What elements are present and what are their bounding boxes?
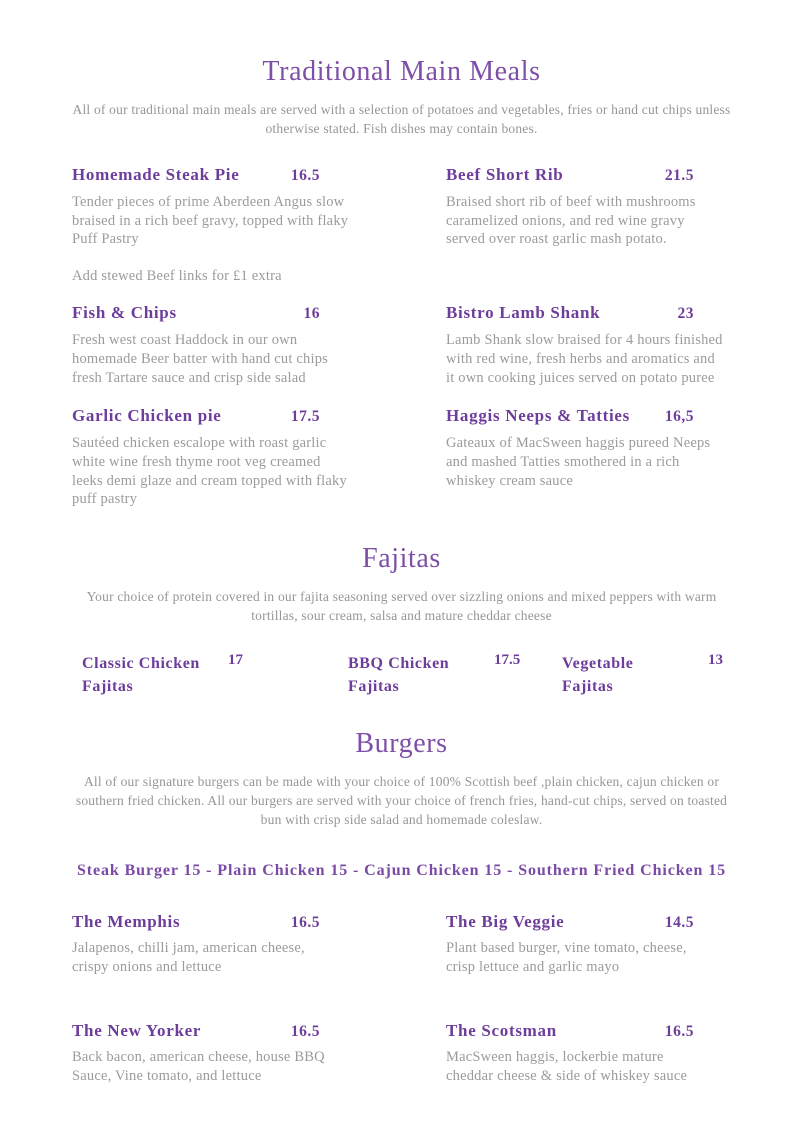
- item-price: 14.5: [664, 914, 694, 932]
- section-intro-fajitas: Your choice of protein covered in our fajita seasoning served over sizzling onions and mixed peppers with warm tortillas, sour cream, salsa and mature cheddar cheese: [86, 589, 717, 624]
- fajita-cell: [562, 652, 731, 698]
- item-head: [446, 1021, 694, 1041]
- item-name: Beef Short Rib: [446, 164, 564, 184]
- item-head: [446, 303, 694, 323]
- section-title-burgers: Burgers: [355, 728, 448, 760]
- item-price: 16.5: [290, 914, 320, 932]
- item-name: Fish & Chips: [72, 303, 177, 323]
- item-price: 17.5: [494, 652, 521, 668]
- section-title-fajitas: Fajitas: [362, 543, 441, 575]
- item-description: Sautéed chicken escalope with roast garlic white wine fresh thyme root veg creamed leeks demi glaze and cream topped with flaky puff pastry: [72, 434, 347, 508]
- item-name: BBQ Chicken Fajitas: [348, 655, 450, 696]
- item-description: Gateaux of MacSween haggis pureed Neeps and mashed Tatties smothered in a rich whiskey cream sauce: [446, 434, 711, 489]
- item-description: Braised short rib of beef with mushrooms caramelized onions, and red wine gravy served over roast garlic mash potato.: [446, 193, 696, 248]
- item-description: Fresh west coast Haddock in our own homemade Beer batter with hand cut chips fresh Tartare sauce and crisp side salad: [72, 332, 329, 386]
- item-name: Haggis Neeps & Tatties: [446, 405, 630, 425]
- item-name: The New Yorker: [72, 1020, 202, 1040]
- item-name: The Big Veggie: [446, 912, 565, 932]
- section-intro-traditional: All of our traditional main meals are served with a selection of potatoes and vegetables, fries or hand cut chips unless otherwise stated. Fish dishes may contain bones.: [72, 102, 731, 136]
- item-description: Back bacon, american cheese, house BBQ Sauce, Vine tomato, and lettuce: [72, 1048, 325, 1084]
- item-price: 16,5: [664, 407, 694, 425]
- item-description: Plant based burger, vine tomato, cheese, crisp lettuce and garlic mayo: [446, 940, 687, 975]
- menu-item-fish-and-chips: [72, 303, 357, 388]
- item-description: MacSween haggis, lockerbie mature cheddar cheese & side of whiskey sauce: [446, 1048, 688, 1084]
- item-name: The Scotsman: [446, 1020, 557, 1040]
- item-head: [72, 165, 320, 185]
- item-description: Tender pieces of prime Aberdeen Angus slow braised in a rich beef gravy, topped with flaky Puff Pastry: [72, 193, 349, 248]
- menu-item-the-big-veggie: [446, 912, 731, 977]
- traditional-items-grid: [72, 165, 731, 509]
- menu-item-homemade-steak-pie: [72, 165, 357, 286]
- fajita-cell: [348, 652, 562, 698]
- menu-item-vegetable-fajitas: [562, 652, 731, 698]
- item-price: 16: [303, 305, 320, 323]
- burger-options-line: Steak Burger 15 - Plain Chicken 15 - Cajun Chicken 15 - Southern Fried Chicken 15: [76, 862, 727, 880]
- item-price: 16.5: [290, 166, 320, 184]
- burgers-items-grid: [72, 912, 731, 1085]
- menu-item-the-scotsman: [446, 1021, 731, 1086]
- item-name: Classic Chicken Fajitas: [82, 655, 200, 696]
- section-fajitas: [72, 543, 731, 698]
- fajita-cell: [82, 652, 348, 698]
- fajitas-items-row: [72, 652, 731, 698]
- item-description: Lamb Shank slow braised for 4 hours finished with red wine, fresh herbs and aromatics and it own cooking juices served on potato puree: [446, 332, 723, 386]
- item-price: 16.5: [664, 1022, 694, 1040]
- menu-item-garlic-chicken-pie: [72, 406, 357, 509]
- item-head: [446, 912, 694, 932]
- item-extra-note: Add stewed Beef links for £1 extra: [72, 268, 282, 285]
- item-price: 17: [228, 652, 243, 668]
- menu-item-bbq-chicken-fajitas: [348, 652, 562, 698]
- item-description: Jalapenos, chilli jam, american cheese, crispy onions and lettuce: [72, 940, 305, 975]
- item-head: [72, 406, 320, 426]
- item-price: 13: [708, 652, 723, 668]
- item-price: 21.5: [664, 166, 694, 184]
- item-head: [72, 1021, 320, 1041]
- menu-item-the-new-yorker: [72, 1021, 357, 1086]
- item-name: Homemade Steak Pie: [72, 164, 240, 184]
- item-name: Garlic Chicken pie: [72, 405, 222, 425]
- menu-item-classic-chicken-fajitas: [82, 652, 348, 698]
- item-head: [446, 406, 694, 426]
- item-head: [72, 303, 320, 323]
- menu-item-bistro-lamb-shank: [446, 303, 731, 388]
- menu-item-beef-short-rib: [446, 165, 731, 286]
- section-intro-burgers: All of our signature burgers can be made with your choice of 100% Scottish beef ,plain chicken, cajun chicken or southern fried chicken. All our burgers are served with your choice of french fries, hand-cut chips, served on toasted bun with crisp side salad and homemade coleslaw.: [75, 774, 728, 828]
- item-price: 23: [677, 305, 694, 323]
- menu-item-the-memphis: [72, 912, 357, 977]
- item-name: The Memphis: [72, 912, 181, 932]
- item-price: 17.5: [290, 407, 320, 425]
- item-name: Vegetable Fajitas: [562, 655, 634, 696]
- item-head: [446, 165, 694, 185]
- menu-item-haggis-neeps-tatties: [446, 406, 731, 509]
- section-traditional: [72, 56, 731, 509]
- item-price: 16.5: [290, 1022, 320, 1040]
- item-head: [72, 912, 320, 932]
- item-name: Bistro Lamb Shank: [446, 303, 601, 323]
- section-title-traditional: Traditional Main Meals: [262, 56, 541, 87]
- section-burgers: [72, 728, 731, 1085]
